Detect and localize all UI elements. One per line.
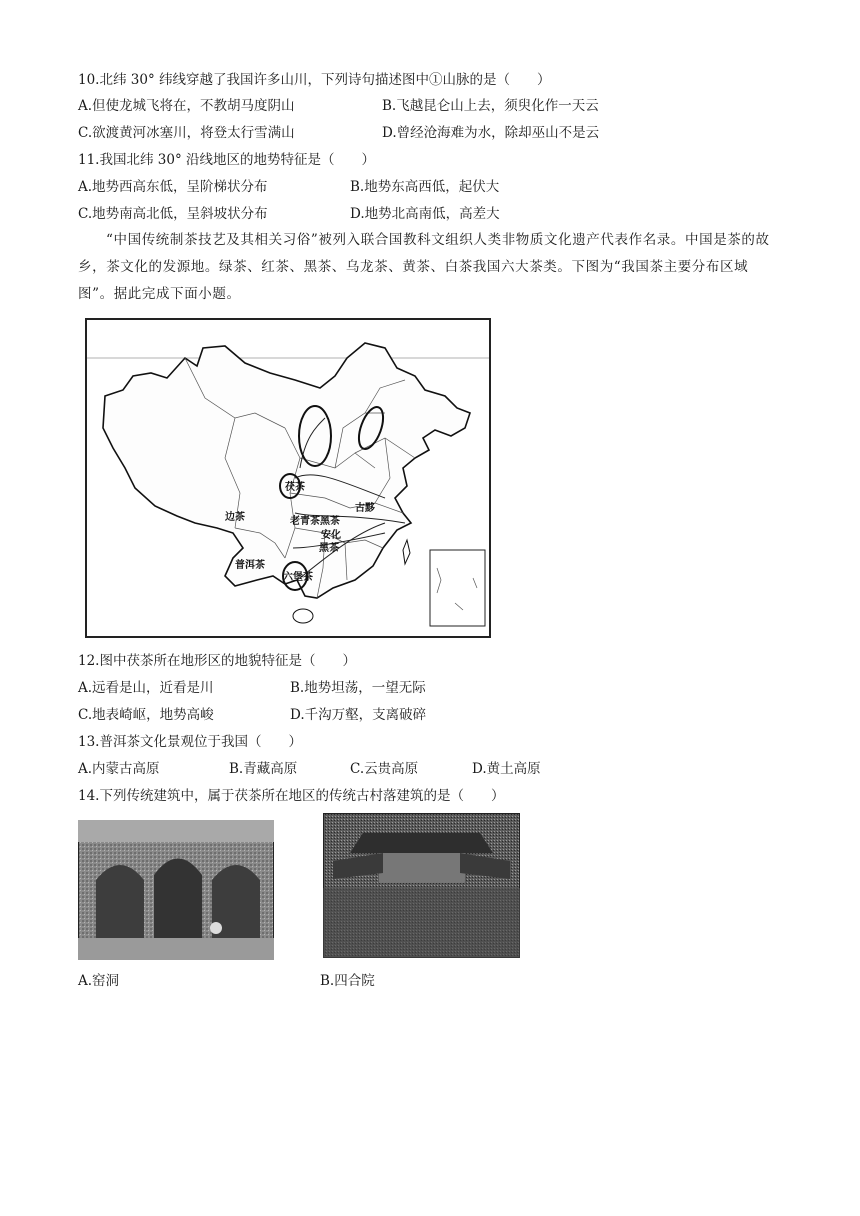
tea-intro-text: “中国传统制茶技艺及其相关习俗”被列入联合国教科文组织人类非物质文化遗产代表作名录。中国是茶的故乡，茶文化的发源地。绿茶、红茶、黑茶、乌龙茶、黄茶、白茶我国六大茶类。下图为“我国茶主要分布区域图”。据此完成下面小题。 <box>78 232 770 302</box>
q14-option-a: A.窑洞 <box>78 973 120 989</box>
label-puer: 普洱茶 <box>235 560 265 571</box>
china-map-svg <box>85 318 491 638</box>
q12-option-a: A.远看是山，近看是川 <box>78 680 214 696</box>
label-gukou: 古黟 <box>355 503 375 514</box>
q11-option-a: A.地势西高东低，呈阶梯状分布 <box>78 179 268 195</box>
label-heicha: 黑茶 <box>320 516 340 527</box>
q10-stem: 10.北纬 30° 纬线穿越了我国许多山川，下列诗句描述图中①山脉的是（ ） <box>78 72 551 88</box>
q13-option-b: B.青藏高原 <box>229 761 298 777</box>
q12-stem: 12.图中茯茶所在地形区的地貌特征是（ ） <box>78 653 356 669</box>
q10-option-c: C.欲渡黄河冰塞川，将登太行雪满山 <box>78 125 295 141</box>
label-bian: 边茶 <box>225 512 245 523</box>
q11-stem: 11.我国北纬 30° 沿线地区的地势特征是（ ） <box>78 152 375 168</box>
hainan <box>293 609 313 623</box>
q13-option-a: A.内蒙古高原 <box>78 761 160 777</box>
q12-option-b: B.地势坦荡，一望无际 <box>290 680 426 696</box>
label-anhua: 安化 <box>321 530 341 541</box>
q11-option-c: C.地势南高北低，呈斜坡状分布 <box>78 206 268 222</box>
q13-stem: 13.普洱茶文化景观位于我国（ ） <box>78 734 302 750</box>
q11-option-b: B.地势东高西低，起伏大 <box>350 179 500 195</box>
q13-option-d: D.黄土高原 <box>472 761 541 777</box>
label-laoqing: 老青茶 <box>290 516 320 527</box>
q14-option-b: B.四合院 <box>320 973 375 989</box>
label-fu: 茯茶 <box>285 482 305 493</box>
q14-stem: 14.下列传统建筑中，属于茯茶所在地区的传统古村落建筑的是（ ） <box>78 788 505 804</box>
q13-option-c: C.云贵高原 <box>350 761 419 777</box>
tea-distribution-map <box>85 318 491 638</box>
tea-intro-paragraph <box>78 227 778 308</box>
q12-option-c: C.地表崎岖，地势高峻 <box>78 707 214 723</box>
q10-option-d: D.曾经沧海难为水，除却巫山不是云 <box>382 125 600 141</box>
q12-option-d: D.千沟万壑，支离破碎 <box>290 707 427 723</box>
q10-option-a: A.但使龙城飞将在，不教胡马度阴山 <box>78 98 295 114</box>
q10-option-b: B.飞越昆仑山上去，须臾化作一天云 <box>382 98 599 114</box>
label-liubao: 六堡茶 <box>283 572 313 583</box>
q11-option-d: D.地势北高南低，高差大 <box>350 206 500 222</box>
photo-cave-dwelling <box>78 820 274 960</box>
label-heicha2: 黑茶 <box>319 543 339 554</box>
photo-courtyard-house <box>323 813 520 958</box>
